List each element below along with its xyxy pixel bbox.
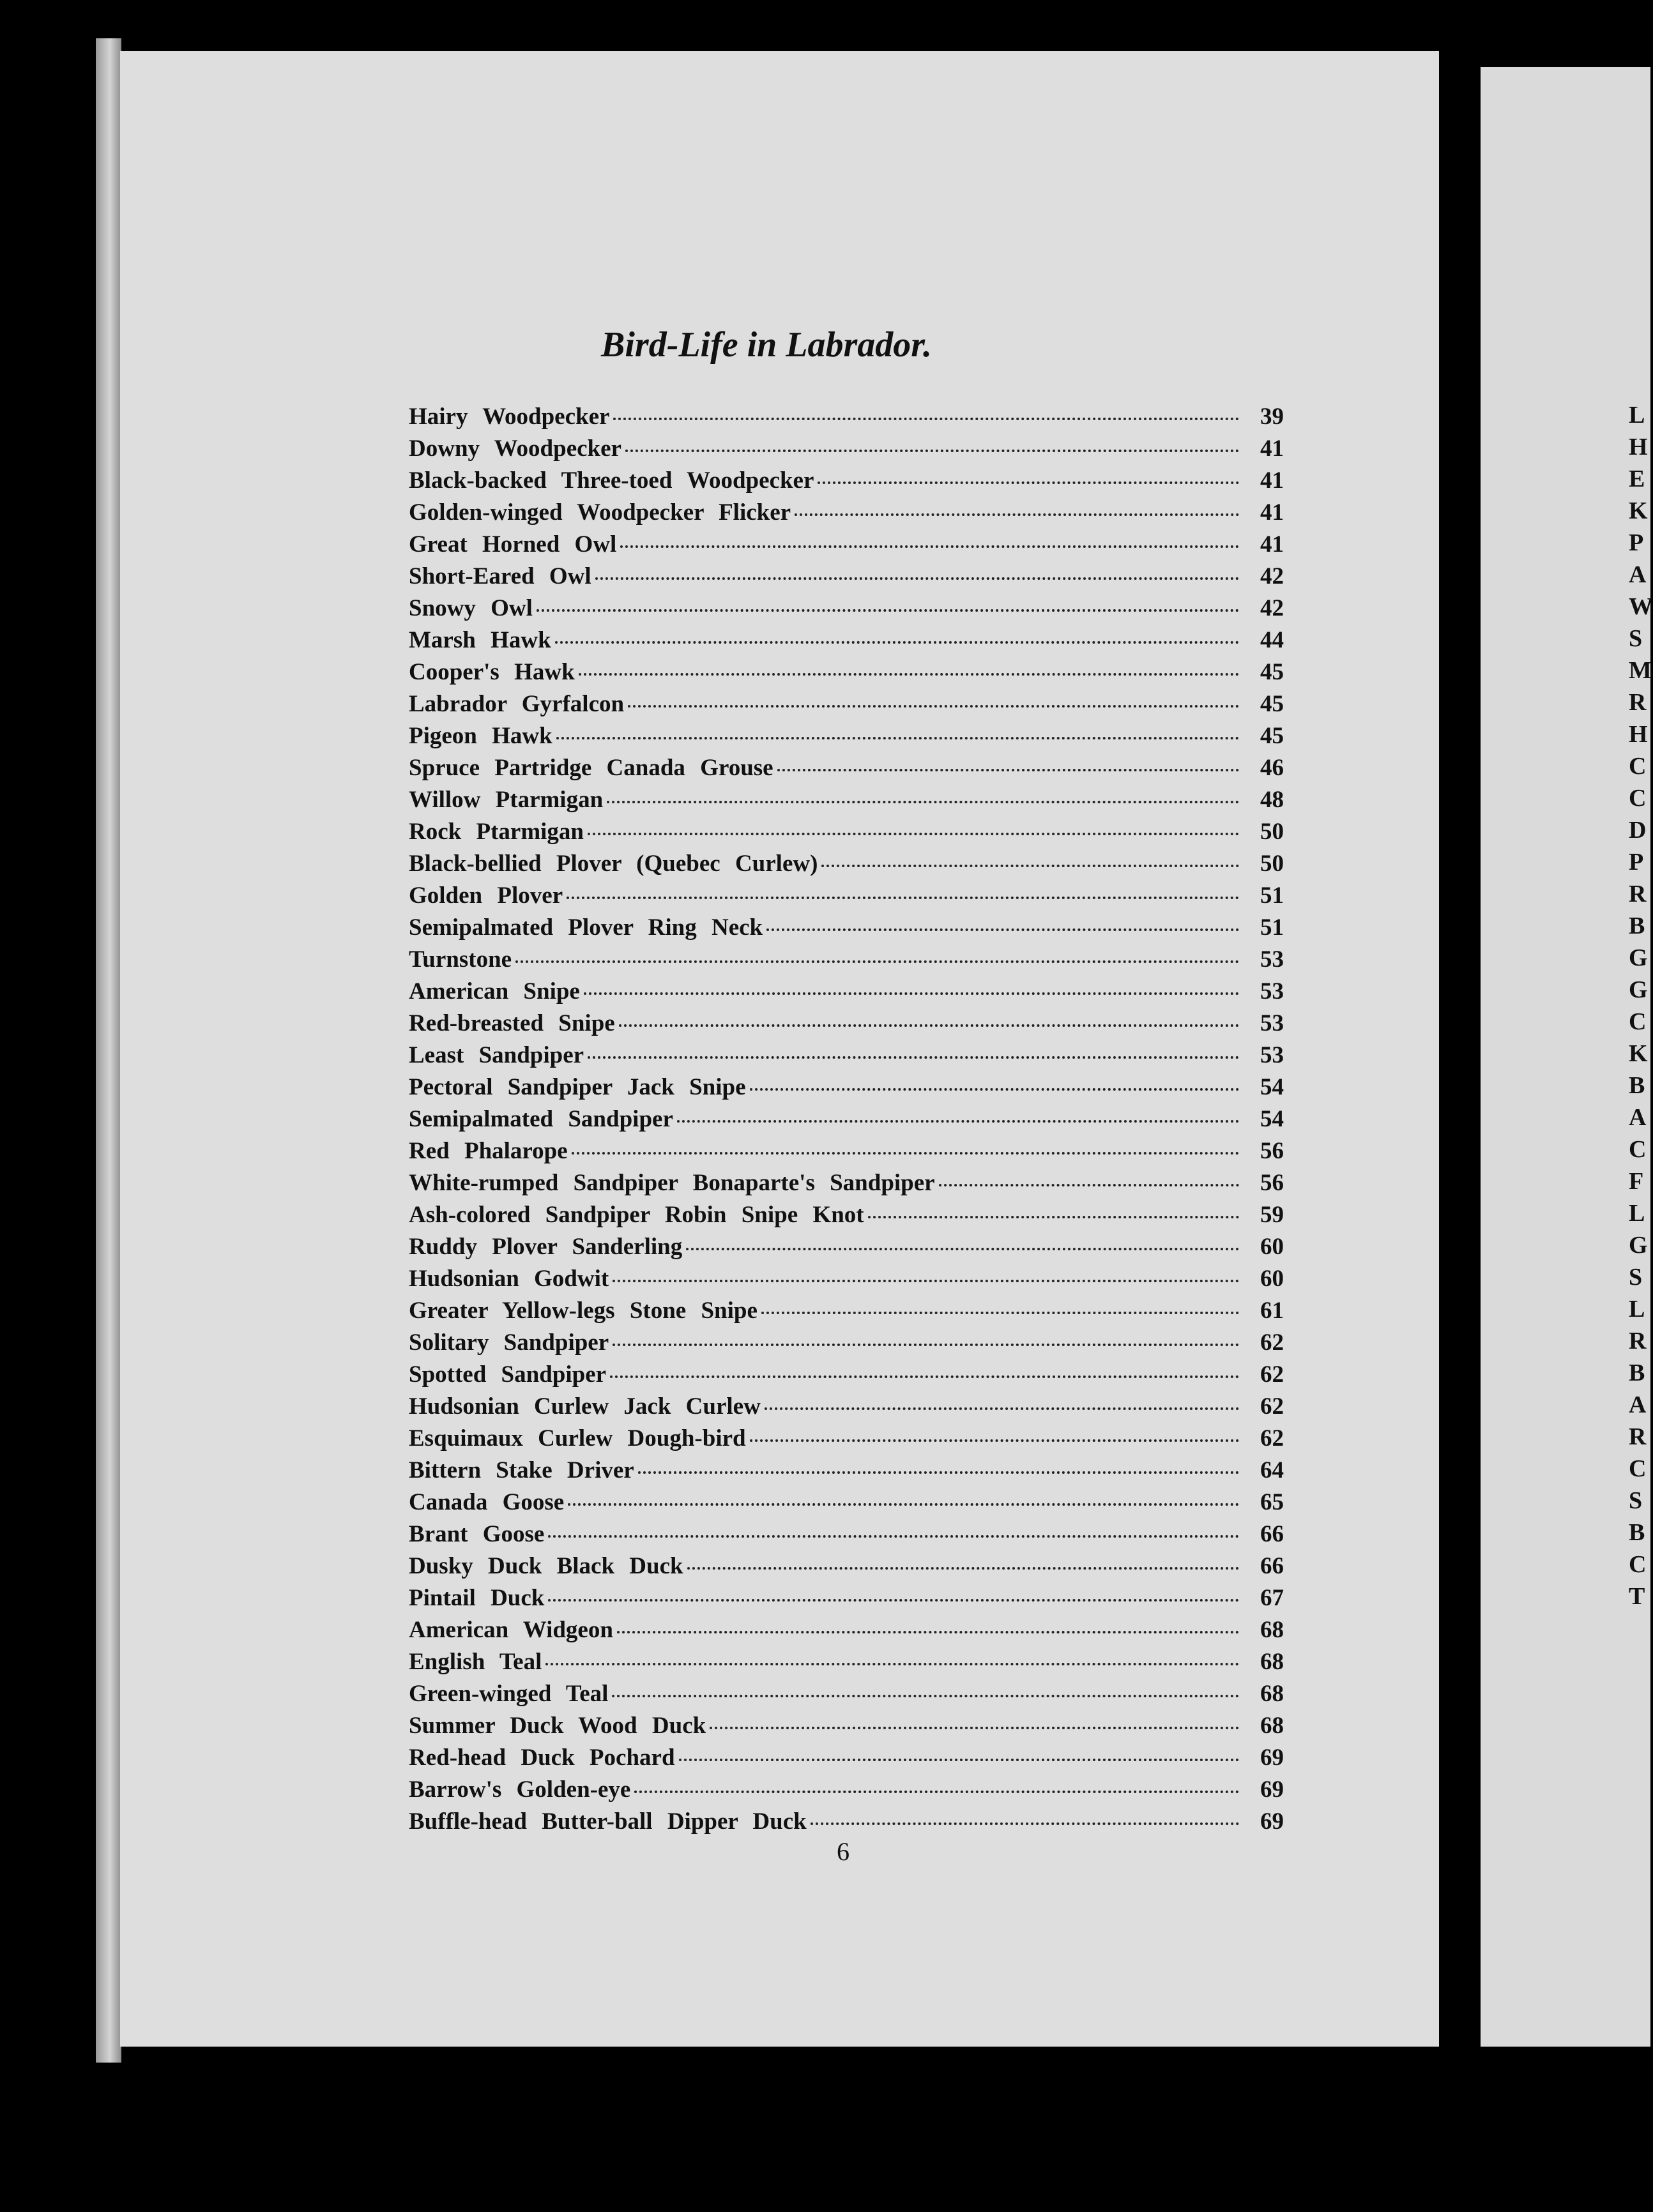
toc-entry-page: 51	[1260, 883, 1284, 909]
toc-entry	[409, 752, 1284, 784]
toc-entry-name: Red-head Duck Pochard	[409, 1745, 675, 1771]
facing-page-letter: A	[1629, 1104, 1647, 1131]
toc-entry-page: 41	[1260, 499, 1284, 526]
toc-entry	[409, 1455, 1284, 1487]
toc-entry	[409, 1742, 1284, 1774]
toc-entry-page: 68	[1260, 1649, 1284, 1675]
toc-entry-name: White-rumped Sandpiper Bonaparte's Sandpiper	[409, 1170, 935, 1196]
toc-entry	[409, 1806, 1284, 1838]
dot-leader	[612, 1695, 1239, 1697]
toc-entry-page: 41	[1260, 531, 1284, 557]
toc-entry-page: 69	[1260, 1745, 1284, 1771]
toc-entry-page: 64	[1260, 1457, 1284, 1483]
toc-entry-page: 54	[1260, 1106, 1284, 1132]
dot-leader	[821, 865, 1239, 867]
toc-entry-name: Red Phalarope	[409, 1138, 568, 1164]
facing-page-letter: C	[1629, 1455, 1647, 1482]
toc-entry-page: 67	[1260, 1585, 1284, 1611]
toc-entry-name: Pigeon Hawk	[409, 723, 552, 749]
dot-leader	[588, 1056, 1239, 1059]
toc-entry-name: Summer Duck Wood Duck	[409, 1713, 706, 1739]
toc-entry-page: 62	[1260, 1393, 1284, 1420]
facing-page-letter: A	[1629, 1391, 1647, 1418]
facing-page-letter: C	[1629, 1551, 1647, 1578]
toc-entry-name: Semipalmated Sandpiper	[409, 1106, 673, 1132]
toc-entry-page: 53	[1260, 978, 1284, 1004]
toc-entry	[409, 465, 1284, 497]
toc-entry	[409, 976, 1284, 1008]
toc-entry-name: Snowy Owl	[409, 595, 533, 621]
toc-entry	[409, 1231, 1284, 1263]
toc-entry-page: 41	[1260, 467, 1284, 494]
facing-page-letter: R	[1629, 1423, 1647, 1450]
toc-entry	[409, 497, 1284, 529]
toc-entry-name: Short-Eared Owl	[409, 563, 591, 589]
dot-leader	[765, 1407, 1239, 1410]
toc-entry-page: 53	[1260, 946, 1284, 973]
dot-leader	[619, 1024, 1239, 1027]
facing-page-letter: G	[1629, 1232, 1648, 1259]
facing-page-letter: P	[1629, 529, 1644, 556]
facing-page-letter: K	[1629, 1040, 1648, 1067]
toc-entry-name: Spruce Partridge Canada Grouse	[409, 755, 773, 781]
dot-leader	[613, 1344, 1239, 1346]
dot-leader	[710, 1727, 1239, 1729]
dot-leader	[679, 1759, 1239, 1761]
toc-entry-name: Esquimaux Curlew Dough-bird	[409, 1425, 746, 1451]
toc-entry-page: 66	[1260, 1553, 1284, 1579]
toc-entry	[409, 1199, 1284, 1231]
toc-entry-name: Golden Plover	[409, 883, 563, 909]
toc-entry	[409, 561, 1284, 593]
facing-page-letter: R	[1629, 1328, 1647, 1354]
dot-leader	[595, 577, 1239, 580]
toc-entry	[409, 656, 1284, 688]
dot-leader	[750, 1088, 1240, 1091]
facing-page-letter: B	[1629, 1072, 1645, 1099]
facing-page-letter: S	[1629, 625, 1643, 652]
toc-entry-name: Buffle-head Butter-ball Dipper Duck	[409, 1808, 807, 1835]
facing-page-letter: C	[1629, 1136, 1647, 1163]
toc-entry	[409, 1550, 1284, 1582]
dot-leader	[548, 1535, 1239, 1538]
toc-entry-name: Willow Ptarmigan	[409, 787, 604, 813]
toc-entry-name: Greater Yellow-legs Stone Snipe	[409, 1298, 758, 1324]
facing-page-letter: F	[1629, 1168, 1644, 1195]
toc-entry-name: Ash-colored Sandpiper Robin Snipe Knot	[409, 1202, 864, 1228]
facing-page-letter: L	[1629, 1296, 1645, 1322]
dot-leader	[620, 545, 1239, 548]
toc-entry-name: Downy Woodpecker	[409, 436, 621, 462]
dot-leader	[750, 1439, 1239, 1442]
toc-entry-name: Hairy Woodpecker	[409, 404, 610, 430]
facing-page-letter: D	[1629, 817, 1647, 844]
toc-entry	[409, 880, 1284, 912]
toc-entry-page: 50	[1260, 819, 1284, 845]
toc-entry	[409, 1391, 1284, 1423]
facing-page-letter: B	[1629, 1360, 1645, 1386]
toc-entry-name: Solitary Sandpiper	[409, 1329, 609, 1356]
dot-leader	[545, 1663, 1239, 1665]
facing-page-letter: H	[1629, 434, 1648, 460]
toc-entry-name: American Snipe	[409, 978, 580, 1004]
toc-entry-name: Hudsonian Curlew Jack Curlew	[409, 1393, 761, 1420]
toc-entry-name: Marsh Hawk	[409, 627, 551, 653]
toc-entry-name: Pintail Duck	[409, 1585, 545, 1611]
toc-entry	[409, 784, 1284, 816]
dot-leader	[625, 450, 1239, 452]
toc-entry-page: 42	[1260, 563, 1284, 589]
toc-entry-page: 45	[1260, 691, 1284, 717]
toc-entry-name: Least Sandpiper	[409, 1042, 584, 1068]
toc-entry-page: 62	[1260, 1425, 1284, 1451]
dot-leader	[610, 1375, 1239, 1378]
facing-page-letter: C	[1629, 1008, 1647, 1035]
toc-entry	[409, 1008, 1284, 1040]
toc-entry-page: 68	[1260, 1713, 1284, 1739]
facing-page-letters	[1629, 399, 1653, 1612]
facing-page-letter: S	[1629, 1487, 1643, 1514]
dot-leader	[939, 1184, 1239, 1186]
toc-entry-name: Green-winged Teal	[409, 1681, 609, 1707]
facing-page-letter: G	[1629, 944, 1648, 971]
dot-leader	[584, 992, 1239, 995]
toc-entry-page: 62	[1260, 1329, 1284, 1356]
dot-leader	[537, 609, 1239, 612]
toc-entry-name: Rock Ptarmigan	[409, 819, 584, 845]
dot-leader	[761, 1312, 1239, 1314]
toc-entry-name: Bittern Stake Driver	[409, 1457, 634, 1483]
toc-entry	[409, 1263, 1284, 1295]
toc-entry-page: 41	[1260, 436, 1284, 462]
dot-leader	[579, 673, 1239, 676]
toc-entry	[409, 688, 1284, 720]
toc-entry	[409, 1646, 1284, 1678]
facing-page-letter: G	[1629, 976, 1648, 1003]
toc-entry	[409, 1614, 1284, 1646]
facing-page-letter: L	[1629, 1200, 1645, 1227]
facing-page-letter: M	[1629, 657, 1652, 684]
toc-entry-name: Spotted Sandpiper	[409, 1361, 607, 1388]
toc-entry	[409, 1135, 1284, 1167]
toc-entry	[409, 1072, 1284, 1103]
facing-page-letter: P	[1629, 849, 1644, 875]
dot-leader	[687, 1567, 1239, 1570]
toc-entry	[409, 401, 1284, 433]
toc-entry-name: Turnstone	[409, 946, 512, 973]
facing-page-letter: C	[1629, 785, 1647, 812]
dot-leader	[818, 481, 1239, 484]
dot-leader	[613, 1280, 1239, 1282]
toc-entry-name: Labrador Gyrfalcon	[409, 691, 625, 717]
dot-leader	[628, 705, 1239, 708]
toc-entry	[409, 1710, 1284, 1742]
toc-entry-name: Black-bellied Plover (Quebec Curlew)	[409, 851, 818, 877]
facing-page	[1481, 67, 1653, 2047]
toc-entry-page: 60	[1260, 1266, 1284, 1292]
toc-entry-page: 61	[1260, 1298, 1284, 1324]
toc-entry	[409, 529, 1284, 561]
toc-entry	[409, 1678, 1284, 1710]
dot-leader	[588, 833, 1239, 835]
facing-page-letter: B	[1629, 1519, 1645, 1546]
dot-leader	[515, 960, 1239, 963]
toc-entry	[409, 1295, 1284, 1327]
toc-entry-name: Golden-winged Woodpecker Flicker	[409, 499, 791, 526]
toc-entry-name: Dusky Duck Black Duck	[409, 1553, 683, 1579]
toc-entry	[409, 720, 1284, 752]
dot-leader	[555, 641, 1239, 644]
toc-entry-page: 42	[1260, 595, 1284, 621]
toc-entry-page: 65	[1260, 1489, 1284, 1515]
toc-entry-page: 56	[1260, 1170, 1284, 1196]
dot-leader	[607, 801, 1239, 803]
dot-leader	[567, 897, 1239, 899]
toc-entry	[409, 1423, 1284, 1455]
toc-entry	[409, 1167, 1284, 1199]
facing-page-letter: R	[1629, 881, 1647, 907]
toc-entry-page: 56	[1260, 1138, 1284, 1164]
toc-entry-page: 50	[1260, 851, 1284, 877]
toc-entry-name: Red-breasted Snipe	[409, 1010, 615, 1036]
toc-entry-page: 68	[1260, 1617, 1284, 1643]
book-spine	[96, 38, 121, 2063]
toc-entry	[409, 1327, 1284, 1359]
toc-entry-name: Brant Goose	[409, 1521, 545, 1547]
toc-entry-page: 69	[1260, 1776, 1284, 1803]
toc-entry-name: English Teal	[409, 1649, 542, 1675]
facing-page-letter: K	[1629, 497, 1648, 524]
toc-entry-name: Black-backed Three-toed Woodpecker	[409, 467, 814, 494]
toc-entry-page: 69	[1260, 1808, 1284, 1835]
contents-list	[409, 401, 1284, 1838]
toc-entry-name: American Widgeon	[409, 1617, 613, 1643]
toc-entry-page: 60	[1260, 1234, 1284, 1260]
toc-entry	[409, 1519, 1284, 1550]
toc-entry	[409, 848, 1284, 880]
toc-entry	[409, 593, 1284, 625]
dot-leader	[638, 1471, 1239, 1474]
facing-page-letter: S	[1629, 1264, 1643, 1291]
toc-entry-page: 54	[1260, 1074, 1284, 1100]
toc-entry	[409, 1487, 1284, 1519]
toc-entry	[409, 1774, 1284, 1806]
toc-entry	[409, 912, 1284, 944]
dot-leader	[777, 769, 1239, 771]
toc-entry-name: Barrow's Golden-eye	[409, 1776, 631, 1803]
dot-leader	[568, 1503, 1239, 1506]
dot-leader	[795, 513, 1239, 516]
toc-entry	[409, 1040, 1284, 1072]
toc-entry-page: 45	[1260, 723, 1284, 749]
facing-page-letter: C	[1629, 753, 1647, 780]
dot-leader	[766, 928, 1239, 931]
toc-entry-name: Great Horned Owl	[409, 531, 617, 557]
facing-page-letter: E	[1629, 466, 1645, 492]
page-title: Bird-Life in Labrador.	[600, 325, 933, 365]
dot-leader	[677, 1120, 1239, 1123]
toc-entry-page: 45	[1260, 659, 1284, 685]
facing-page-letter: A	[1629, 561, 1647, 588]
toc-entry-name: Cooper's Hawk	[409, 659, 575, 685]
toc-entry-page: 44	[1260, 627, 1284, 653]
toc-entry	[409, 433, 1284, 465]
toc-entry	[409, 625, 1284, 656]
toc-entry	[409, 1103, 1284, 1135]
page-number: 6	[837, 1837, 849, 1866]
toc-entry-page: 53	[1260, 1010, 1284, 1036]
facing-page-letter: W	[1629, 593, 1653, 620]
dot-leader	[556, 737, 1239, 739]
facing-page-letter: R	[1629, 689, 1647, 716]
facing-page-letter: L	[1629, 402, 1645, 428]
toc-entry-name: Ruddy Plover Sanderling	[409, 1234, 683, 1260]
dot-leader	[811, 1822, 1239, 1825]
facing-page-letter: H	[1629, 721, 1648, 748]
facing-page-letter: B	[1629, 913, 1645, 939]
toc-entry-name: Semipalmated Plover Ring Neck	[409, 914, 763, 941]
toc-entry	[409, 1359, 1284, 1391]
toc-entry-page: 59	[1260, 1202, 1284, 1228]
dot-leader	[634, 1791, 1239, 1793]
toc-entry-name: Pectoral Sandpiper Jack Snipe	[409, 1074, 746, 1100]
toc-entry-page: 48	[1260, 787, 1284, 813]
facing-page-letter: T	[1629, 1583, 1645, 1610]
toc-entry-page: 66	[1260, 1521, 1284, 1547]
toc-entry-page: 46	[1260, 755, 1284, 781]
dot-leader	[572, 1152, 1239, 1155]
toc-entry	[409, 1582, 1284, 1614]
toc-entry-name: Hudsonian Godwit	[409, 1266, 609, 1292]
dot-leader	[868, 1216, 1239, 1218]
toc-entry-page: 51	[1260, 914, 1284, 941]
dot-leader	[686, 1248, 1239, 1250]
toc-entry	[409, 944, 1284, 976]
toc-entry-page: 62	[1260, 1361, 1284, 1388]
dot-leader	[613, 418, 1239, 420]
dot-leader	[548, 1599, 1239, 1602]
toc-entry-page: 53	[1260, 1042, 1284, 1068]
toc-entry	[409, 816, 1284, 848]
toc-entry-name: Canada Goose	[409, 1489, 565, 1515]
dot-leader	[617, 1631, 1239, 1633]
toc-entry-page: 39	[1260, 404, 1284, 430]
toc-entry-page: 68	[1260, 1681, 1284, 1707]
